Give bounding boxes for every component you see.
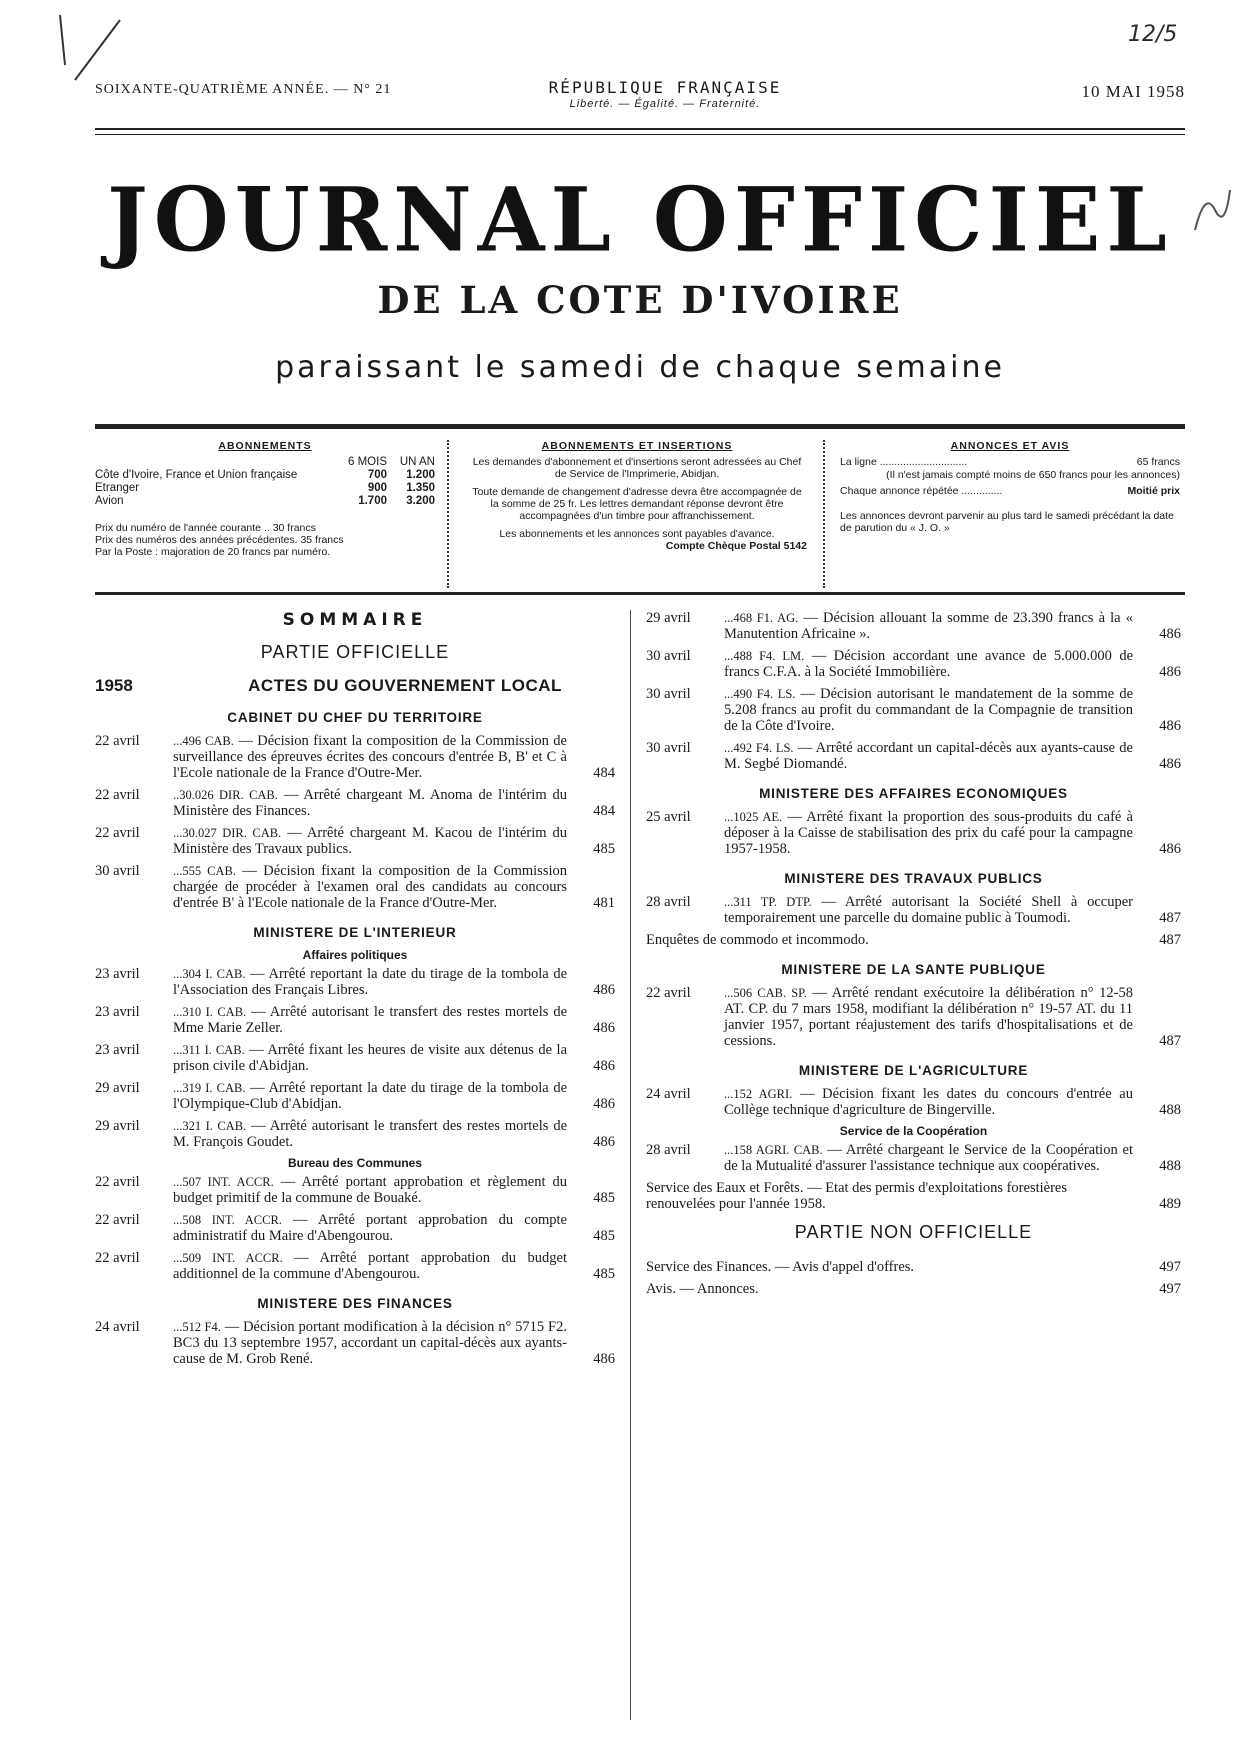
partie-officielle-heading: PARTIE OFFICIELLE bbox=[260, 642, 450, 662]
entry-ref: ...1025 AE. bbox=[724, 810, 783, 824]
entry-ref: ...512 F4. bbox=[173, 1320, 221, 1334]
right-finances-entries bbox=[646, 610, 1181, 772]
entry-page: 485 bbox=[593, 841, 615, 857]
entry-text-block bbox=[724, 985, 1133, 1049]
entry-date: 30 avril bbox=[646, 740, 691, 756]
republic-name: RÉPUBLIQUE FRANÇAISE bbox=[548, 78, 782, 97]
journal-tagline: paraissant le samedi de chaque semaine bbox=[275, 350, 1005, 385]
entry-text: — Arrêté fixant la proportion des sous-produits du café à déposer à la Caisse de stabilisation des prix du café pour la campagne 1957-1958. bbox=[724, 809, 1133, 857]
abonnements-table bbox=[95, 456, 435, 508]
tarif-an: 3.200 bbox=[406, 495, 435, 507]
agri-heading: MINISTERE DE L'AGRICULTURE bbox=[798, 1063, 1029, 1078]
prix-poste: Par la Poste : majoration de 20 francs par numéro. bbox=[95, 546, 331, 558]
entry-text-block bbox=[724, 894, 1133, 926]
entry-date: 28 avril bbox=[646, 1142, 691, 1158]
entry-date: 23 avril bbox=[95, 966, 140, 982]
sommaire-entry bbox=[646, 985, 1181, 1049]
entry-text: — Arrêté chargeant M. Kacou de l'intérim du Ministère des Travaux publics. bbox=[173, 825, 568, 857]
sommaire-entry bbox=[95, 863, 615, 911]
year-number: SOIXANTE-QUATRIÈME ANNÉE. — N° 21 bbox=[95, 82, 392, 97]
interieur-entries bbox=[95, 966, 615, 1150]
entry-date: 28 avril bbox=[646, 894, 691, 910]
tarif-row bbox=[95, 495, 435, 508]
entry-date: 30 avril bbox=[95, 863, 140, 879]
non-officielle-line bbox=[646, 1259, 1181, 1275]
entry-ref: ...304 I. CAB. bbox=[173, 967, 246, 981]
insertions-p2: Toute demande de changement d'adresse devra être accompagnée de la somme de 25 fr. Les lettres demandant réponse devront être accompagnées d'un timbre pour affranchissement. bbox=[472, 486, 802, 522]
actes-year: 1958 bbox=[95, 676, 133, 695]
entry-ref: ...30.027 DIR. CAB. bbox=[173, 826, 282, 840]
entry-text-block bbox=[173, 863, 567, 911]
ligne-row bbox=[840, 456, 1180, 469]
non-officielle-page: 497 bbox=[1159, 1281, 1181, 1297]
entry-date: 29 avril bbox=[95, 1080, 140, 1096]
column-divider bbox=[630, 610, 632, 1720]
entry-ref: ...496 CAB. bbox=[173, 734, 234, 748]
entry-ref: ...490 F4. LS. bbox=[724, 687, 796, 701]
entry-page: 486 bbox=[593, 1020, 615, 1036]
entry-date: 23 avril bbox=[95, 1042, 140, 1058]
top-rule bbox=[95, 128, 1185, 135]
entry-date: 22 avril bbox=[646, 985, 691, 1001]
non-officielle-text: Service des Finances. — Avis d'appel d'offres. bbox=[646, 1259, 915, 1275]
entry-text-block bbox=[173, 1250, 567, 1282]
cooperation-heading: Service de la Coopération bbox=[839, 1124, 988, 1138]
entry-page: 485 bbox=[593, 1190, 615, 1206]
insertions-p1: Les demandes d'abonnement et d'insertions seront adressées au Chef de Service de l'Imprimerie, Abidjan. bbox=[472, 456, 802, 480]
entry-page: 484 bbox=[593, 765, 615, 781]
annonces-delai: Les annonces devront parvenir au plus tard le samedi précédant la date de parution du « J. O. » bbox=[840, 510, 1174, 534]
entry-text-block bbox=[724, 610, 1133, 642]
sommaire-entry bbox=[646, 610, 1181, 642]
entry-text: — Arrêté accordant un capital-décès aux ayants-cause de M. Segbé Diomandé. bbox=[724, 740, 1133, 772]
sante-entries bbox=[646, 985, 1181, 1049]
entry-ref: ...492 F4. LS. bbox=[724, 741, 794, 755]
eaux-forets-page: 489 bbox=[1159, 1196, 1181, 1212]
eaux-forets-line bbox=[646, 1180, 1181, 1212]
entry-text-block bbox=[173, 1118, 567, 1150]
entry-text: — Arrêté reportant la date du tirage de la tombola de l'Olympique-Club d'Abidjan. bbox=[173, 1080, 568, 1112]
entry-date: 30 avril bbox=[646, 648, 691, 664]
non-officielle-line bbox=[646, 1281, 1181, 1297]
entry-ref: ...555 CAB. bbox=[173, 864, 236, 878]
partie-non-officielle-heading: PARTIE NON OFFICIELLE bbox=[794, 1222, 1033, 1242]
agri-entries bbox=[646, 1086, 1181, 1118]
tarif-six: 700 bbox=[367, 469, 387, 481]
entry-text: — Arrêté portant approbation du budget additionnel de la commune d'Abengourou. bbox=[173, 1250, 568, 1282]
eaux-forets-text: Service des Eaux et Forêts. — Etat des permis d'exploitations forestières renouvelées pour l'année 1958. bbox=[646, 1180, 1067, 1212]
entry-page: 486 bbox=[1159, 664, 1181, 680]
repete-value: Moitié prix bbox=[1127, 485, 1180, 497]
finances-entries bbox=[95, 1319, 615, 1367]
tarif-row bbox=[95, 469, 435, 482]
entry-ref: ...319 I. CAB. bbox=[173, 1081, 246, 1095]
republic-motto: Liberté. — Égalité. — Fraternité. bbox=[569, 98, 761, 110]
affaires-politiques-heading: Affaires politiques bbox=[302, 948, 408, 962]
entry-page: 486 bbox=[1159, 718, 1181, 734]
sommaire-entry bbox=[95, 825, 615, 857]
entry-text-block bbox=[724, 809, 1133, 857]
entry-text: — Arrêté rendant exécutoire la délibération n° 12-58 AT. CP. du 7 mars 1958, modifiant la délibération n° 19-57 AT. du 11 janvier 1957, portant réajustement des tarifs d'hospitalisations et de cessions. bbox=[724, 985, 1133, 1049]
republic-block bbox=[475, 78, 855, 110]
entry-text-block bbox=[724, 648, 1133, 680]
entry-text-block bbox=[173, 733, 567, 781]
masthead bbox=[95, 168, 1185, 385]
entry-text-block bbox=[724, 686, 1133, 734]
sommaire-entry bbox=[646, 686, 1181, 734]
entry-text: — Décision fixant la composition de la Commission chargée de procéder à l'examen oral des candidats au concours d'entrée B' à l'Ecole nationale de la France d'Outre-Mer. bbox=[173, 863, 568, 911]
entry-text-block bbox=[173, 825, 567, 857]
entry-text: — Arrêté reportant la date du tirage de la tombola de l'Association des Français Libres. bbox=[173, 966, 568, 998]
sommaire-entry bbox=[95, 733, 615, 781]
entry-text-block bbox=[724, 1086, 1133, 1118]
sante-heading: MINISTERE DE LA SANTE PUBLIQUE bbox=[781, 962, 1046, 977]
tp-entries bbox=[646, 894, 1181, 926]
entry-date: 29 avril bbox=[95, 1118, 140, 1134]
info-bottom-rule bbox=[95, 592, 1185, 595]
non-officielle-page: 497 bbox=[1159, 1259, 1181, 1275]
entry-date: 25 avril bbox=[646, 809, 691, 825]
interieur-heading: MINISTERE DE L'INTERIEUR bbox=[253, 925, 457, 940]
col-6mois: 6 MOIS bbox=[348, 456, 387, 468]
entry-text-block bbox=[173, 1080, 567, 1112]
entry-text-block bbox=[724, 740, 1133, 772]
entry-ref: ...488 F4. LM. bbox=[724, 649, 805, 663]
sommaire-entry bbox=[646, 1086, 1181, 1118]
entry-ref: ...509 INT. ACCR. bbox=[173, 1251, 283, 1265]
annonces-column bbox=[840, 440, 1180, 590]
entry-date: 22 avril bbox=[95, 1174, 140, 1190]
entry-date: 22 avril bbox=[95, 733, 140, 749]
entry-date: 22 avril bbox=[95, 1250, 140, 1266]
prix-numero: Prix du numéro de l'année courante .. 30 francs bbox=[95, 522, 316, 534]
entry-text: — Arrêté fixant les heures de visite aux détenus de la prison civile d'Abidjan. bbox=[173, 1042, 568, 1074]
sommaire-entry bbox=[95, 1118, 615, 1150]
entry-ref: ...311 TP. DTP. bbox=[724, 895, 812, 909]
entry-date: 24 avril bbox=[95, 1319, 140, 1335]
entry-text-block bbox=[173, 966, 567, 998]
sommaire-entry bbox=[95, 1174, 615, 1206]
entry-page: 488 bbox=[1159, 1158, 1181, 1174]
tarif-label: Avion bbox=[95, 495, 124, 507]
entry-ref: ...310 I. CAB. bbox=[173, 1005, 247, 1019]
handwritten-mark: 12/5 bbox=[1128, 22, 1178, 47]
top-line bbox=[95, 78, 1185, 118]
sommaire-entry bbox=[646, 894, 1181, 926]
brace-left bbox=[447, 440, 457, 588]
journal-subtitle: DE LA COTE D'IVOIRE bbox=[377, 278, 903, 322]
entry-ref: ..30.026 DIR. CAB. bbox=[173, 788, 278, 802]
sommaire-entry bbox=[95, 1080, 615, 1112]
sommaire-entry bbox=[95, 966, 615, 998]
entry-page: 486 bbox=[593, 1096, 615, 1112]
prix-anciens: Prix des numéros des années précédentes. 35 francs bbox=[95, 534, 344, 546]
entry-date: 30 avril bbox=[646, 686, 691, 702]
margin-scribble-icon bbox=[1185, 180, 1235, 245]
ligne-value: 65 francs bbox=[1136, 456, 1180, 468]
entry-page: 487 bbox=[1159, 910, 1181, 926]
entry-page: 486 bbox=[1159, 626, 1181, 642]
bureau-communes-heading: Bureau des Communes bbox=[287, 1156, 423, 1170]
entry-page: 488 bbox=[1159, 1102, 1181, 1118]
entry-text-block bbox=[173, 1174, 567, 1206]
annonces-note: (Il n'est jamais compté moins de 650 francs pour les annonces) bbox=[886, 469, 1180, 481]
actes-title: ACTES DU GOUVERNEMENT LOCAL bbox=[248, 676, 562, 695]
repete-row bbox=[840, 485, 1180, 498]
sommaire-entry bbox=[646, 809, 1181, 857]
entry-ref: ...158 AGRI. CAB. bbox=[724, 1143, 823, 1157]
coop-entries bbox=[646, 1142, 1181, 1174]
entry-page: 486 bbox=[1159, 841, 1181, 857]
tarif-label: Etranger bbox=[95, 482, 140, 494]
cabinet-heading: CABINET DU CHEF DU TERRITOIRE bbox=[227, 710, 483, 725]
sommaire-entry bbox=[95, 1042, 615, 1074]
insertions-heading: ABONNEMENTS ET INSERTIONS bbox=[541, 440, 733, 452]
annonces-heading: ANNONCES ET AVIS bbox=[950, 440, 1070, 452]
tp-enquetes-line bbox=[646, 932, 1181, 948]
entry-date: 29 avril bbox=[646, 610, 691, 626]
journal-title: JOURNAL OFFICIEL bbox=[107, 168, 1173, 272]
entry-date: 22 avril bbox=[95, 787, 140, 803]
ligne-label: La ligne .............................. bbox=[840, 456, 968, 468]
insertions-column bbox=[467, 440, 807, 590]
sommaire-entry bbox=[646, 1142, 1181, 1174]
tp-heading: MINISTERE DES TRAVAUX PUBLICS bbox=[784, 871, 1043, 886]
entry-text: — Décision fixant les dates du concours d'entrée au Collège technique d'agriculture de Bingerville. bbox=[724, 1086, 1133, 1118]
info-top-rule bbox=[95, 424, 1185, 429]
entry-text-block bbox=[724, 1142, 1133, 1174]
sommaire-entry bbox=[95, 787, 615, 819]
entry-page: 486 bbox=[593, 1058, 615, 1074]
entry-text: — Décision fixant la composition de la Commission de surveillance des épreuves écrites des concours d'entrée B, B' et C à l'Ecole nationale de la France d'Outre-Mer. bbox=[173, 733, 567, 781]
entry-date: 22 avril bbox=[95, 825, 140, 841]
entry-date: 24 avril bbox=[646, 1086, 691, 1102]
sommaire-entry bbox=[646, 648, 1181, 680]
entry-page: 486 bbox=[1159, 756, 1181, 772]
entry-text: — Décision allouant la somme de 23.390 francs à la « Manutention Africaine ». bbox=[724, 610, 1134, 642]
entry-ref: ...507 INT. ACCR. bbox=[173, 1175, 274, 1189]
entry-text: — Arrêté chargeant M. Anoma de l'intérim du Ministère des Finances. bbox=[173, 787, 568, 819]
entry-text: — Arrêté autorisant le transfert des restes mortels de Mme Marie Zeller. bbox=[173, 1004, 568, 1036]
tarif-six: 900 bbox=[367, 482, 387, 494]
brace-right bbox=[823, 440, 833, 588]
entry-text: — Décision portant modification à la décision n° 5715 F2. BC3 du 13 septembre 1957, accordant un capital-décès aux ayants-cause de M. Grob René. bbox=[173, 1319, 567, 1367]
entry-text-block bbox=[173, 1004, 567, 1036]
insertions-p3: Les abonnements et les annonces sont payables d'avance. bbox=[499, 528, 775, 540]
entry-ref: ...311 I. CAB. bbox=[173, 1043, 245, 1057]
entry-page: 486 bbox=[593, 1351, 615, 1367]
entry-text: — Décision accordant une avance de 5.000.000 de francs C.F.A. à la Société Immobilière. bbox=[724, 648, 1134, 680]
sommaire-entry bbox=[95, 1250, 615, 1282]
sommaire-left-column bbox=[95, 610, 615, 1373]
info-box bbox=[95, 432, 1180, 597]
entry-text: — Arrêté autorisant le transfert des restes mortels de M. François Goudet. bbox=[173, 1118, 568, 1150]
entry-text: — Décision autorisant le mandatement de la somme de 5.208 francs au profit du commandant de la Compagnie de transition de la Côte d'Ivoire. bbox=[724, 686, 1134, 734]
eco-entries bbox=[646, 809, 1181, 857]
abonnements-heading: ABONNEMENTS bbox=[218, 440, 312, 452]
entry-page: 486 bbox=[593, 1134, 615, 1150]
entry-page: 486 bbox=[593, 982, 615, 998]
entry-ref: ...508 INT. ACCR. bbox=[173, 1213, 282, 1227]
tarif-row bbox=[95, 482, 435, 495]
repete-label: Chaque annonce répétée .............. bbox=[840, 485, 1003, 497]
issue-date: 10 MAI 1958 bbox=[1081, 82, 1185, 101]
entry-ref: ...152 AGRI. bbox=[724, 1087, 793, 1101]
entry-date: 23 avril bbox=[95, 1004, 140, 1020]
entry-page: 487 bbox=[1159, 1033, 1181, 1049]
communes-entries bbox=[95, 1174, 615, 1282]
entry-page: 485 bbox=[593, 1266, 615, 1282]
sommaire-right-column bbox=[646, 610, 1181, 1303]
entry-text: — Arrêté portant approbation du compte administratif du Maire d'Abengourou. bbox=[173, 1212, 567, 1244]
entry-text-block bbox=[173, 1212, 567, 1244]
sommaire-entry bbox=[646, 740, 1181, 772]
entry-ref: ...468 F1. AG. bbox=[724, 611, 799, 625]
entry-ref: ...321 I. CAB. bbox=[173, 1119, 247, 1133]
tarif-an: 1.200 bbox=[406, 469, 435, 481]
actes-heading bbox=[95, 676, 615, 696]
entry-date: 22 avril bbox=[95, 1212, 140, 1228]
tarif-an: 1.350 bbox=[406, 482, 435, 494]
entry-text: — Arrêté chargeant le Service de la Coopération et de la Mutualité d'assurer l'assistance technique aux coopératives. bbox=[724, 1142, 1133, 1174]
compte-cheque: Compte Chèque Postal 5142 bbox=[665, 540, 807, 552]
tp-enquetes-page: 487 bbox=[1159, 932, 1181, 948]
entry-page: 485 bbox=[593, 1228, 615, 1244]
entry-text-block bbox=[173, 1042, 567, 1074]
non-officielle-text: Avis. — Annonces. bbox=[646, 1281, 759, 1297]
entry-text: — Arrêté autorisant la Société Shell à occuper temporairement une parcelle du domaine public à Toumodi. bbox=[724, 894, 1133, 926]
tarif-six: 1.700 bbox=[358, 495, 387, 507]
tarif-label: Côte d'Ivoire, France et Union française bbox=[95, 469, 298, 481]
sommaire-entry bbox=[95, 1212, 615, 1244]
abonnements-column bbox=[95, 440, 435, 590]
entry-text-block bbox=[173, 787, 567, 819]
entry-page: 484 bbox=[593, 803, 615, 819]
entry-text-block bbox=[173, 1319, 567, 1367]
cabinet-entries bbox=[95, 733, 615, 911]
sommaire-entry bbox=[95, 1004, 615, 1036]
sommaire-entry bbox=[95, 1319, 615, 1367]
col-1an: UN AN bbox=[399, 456, 435, 468]
tp-enquetes-text: Enquêtes de commodo et incommodo. bbox=[646, 932, 869, 948]
entry-text: — Arrêté portant approbation et règlement du budget primitif de la commune de Bouaké. bbox=[173, 1174, 568, 1206]
entry-ref: ...506 CAB. SP. bbox=[724, 986, 807, 1000]
eco-heading: MINISTERE DES AFFAIRES ECONOMIQUES bbox=[759, 786, 1068, 801]
finances-heading: MINISTERE DES FINANCES bbox=[257, 1296, 453, 1311]
sommaire-title: SOMMAIRE bbox=[282, 610, 428, 630]
entry-page: 481 bbox=[593, 895, 615, 911]
